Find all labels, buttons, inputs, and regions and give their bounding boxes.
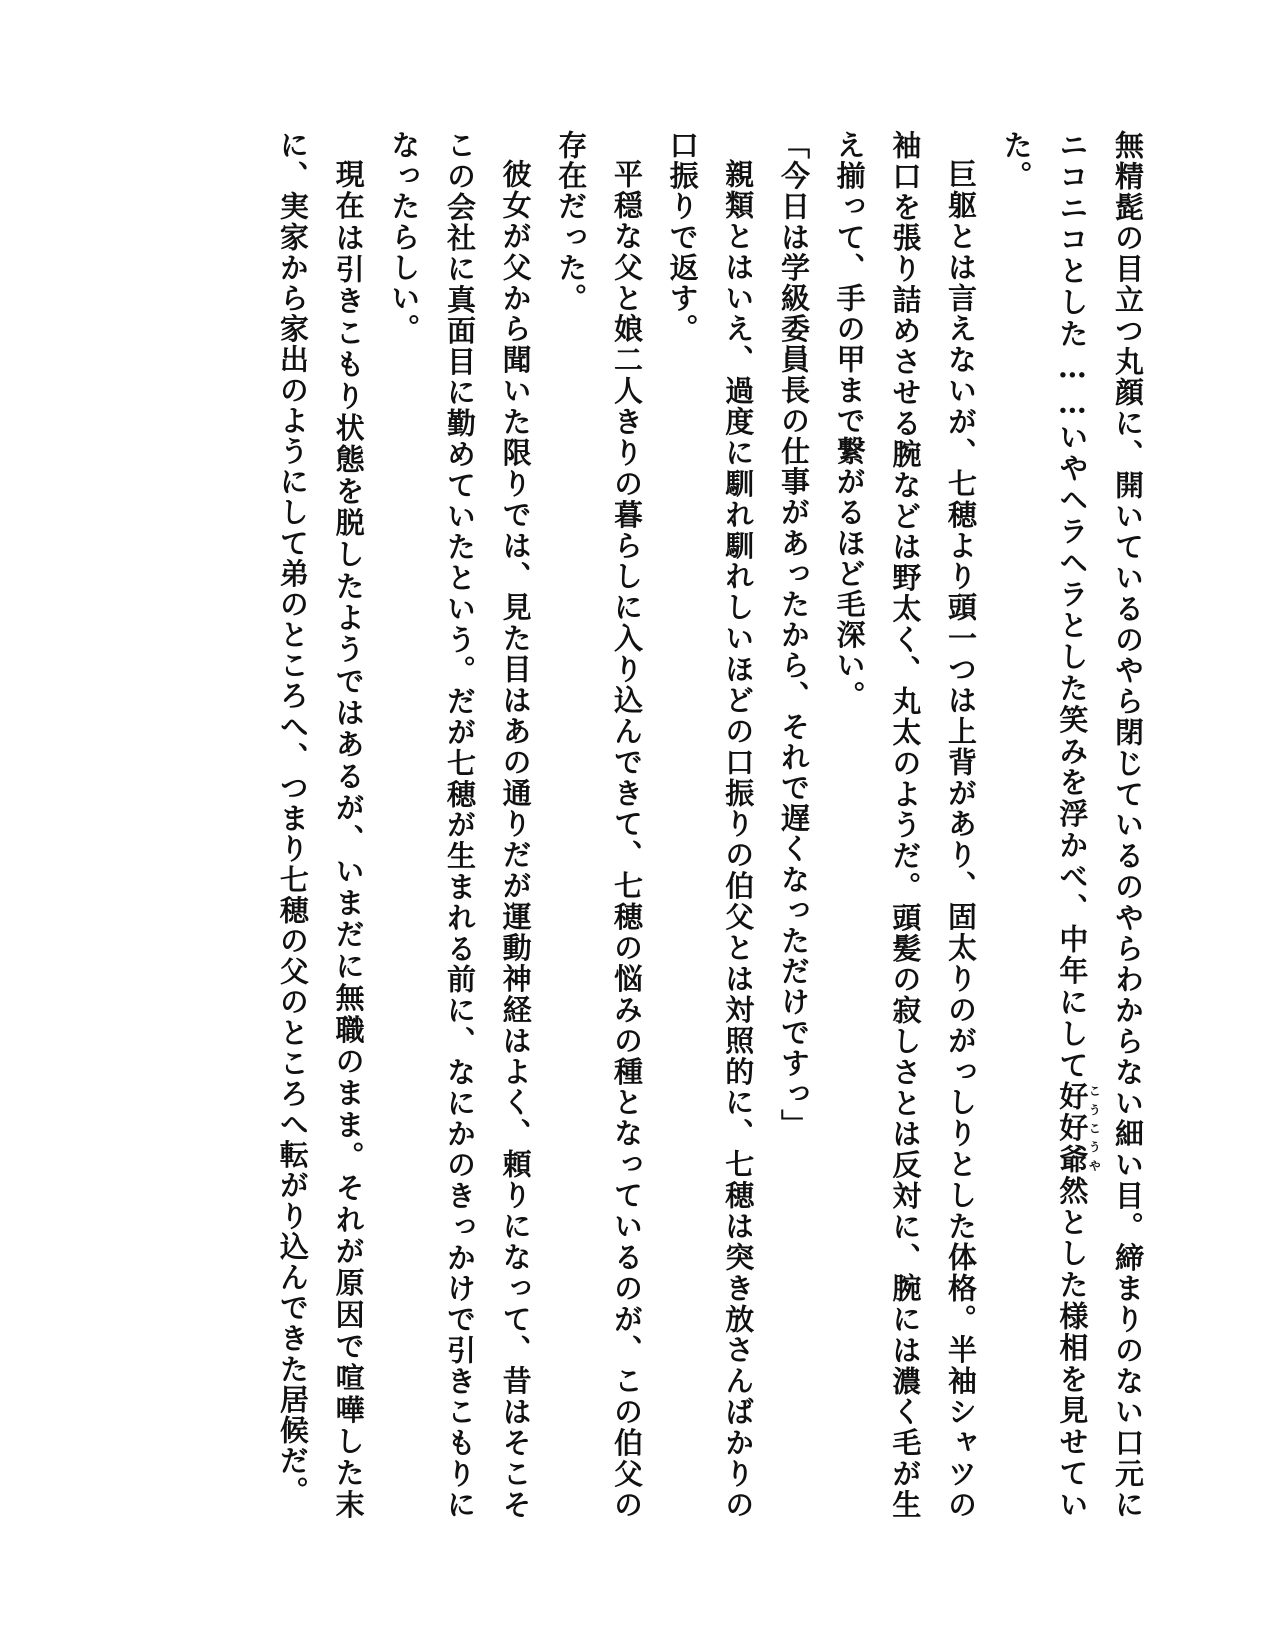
paragraph-7: 現在は引きこもり状態を脱したようではあるが、いまだに無職のまま。それが原因で喧嘩した末に、実家から家出のようにして弟のところへ、つまり七穂の父のところへ転がり込んできた居候だ。 bbox=[275, 130, 366, 1520]
paragraph-5: 平穏な父と娘二人きりの暮らしに入り込んできて、七穂の悩みの種となっているのが、この伯父の存在だった。 bbox=[554, 130, 644, 1520]
ruby-reading: こうこうや bbox=[1087, 1081, 1102, 1175]
ruby-kokoya: 好好爺こうこうや bbox=[1055, 1081, 1102, 1176]
paragraph-4: 親類とはいえ、過度に馴れ馴れしいほどの口振りの伯父とは対照的に、七穂は突き放さんばかりの口振りで返す。 bbox=[665, 130, 756, 1520]
vertical-text-body bbox=[150, 130, 1155, 1520]
paragraph-1: 無精髭の目立つ丸顔に、開いているのやら閉じているのやらわからない細い目。締まりのない口元にニコニコとした……いやヘラヘラとした笑みを浮かべ、中年にして好好爺こうこうや然とした様相を見せていた。 bbox=[999, 130, 1145, 1520]
paragraph-3: 「今日は学級委員長の仕事があったから、それで遅くなっただけですっ」 bbox=[776, 130, 811, 1140]
paragraph-6: 彼女が父から聞いた限りでは、見た目はあの通りだが運動神経はよく、頼りになって、昔はそこそこの会社に真面目に勤めていたという。だが七穂が生まれる前に、なにかのきっかけで引きこもりになったらしい。 bbox=[387, 130, 533, 1520]
paragraph-2: 巨躯とは言えないが、七穂より頭一つは上背があり、固太りのがっしりとした体格。半袖シャツの袖口を張り詰めさせる腕などは野太く、丸太のようだ。頭髪の寂しさとは反対に、腕には濃く毛が生え揃って、手の甲まで繋がるほど毛深い。 bbox=[832, 130, 978, 1520]
